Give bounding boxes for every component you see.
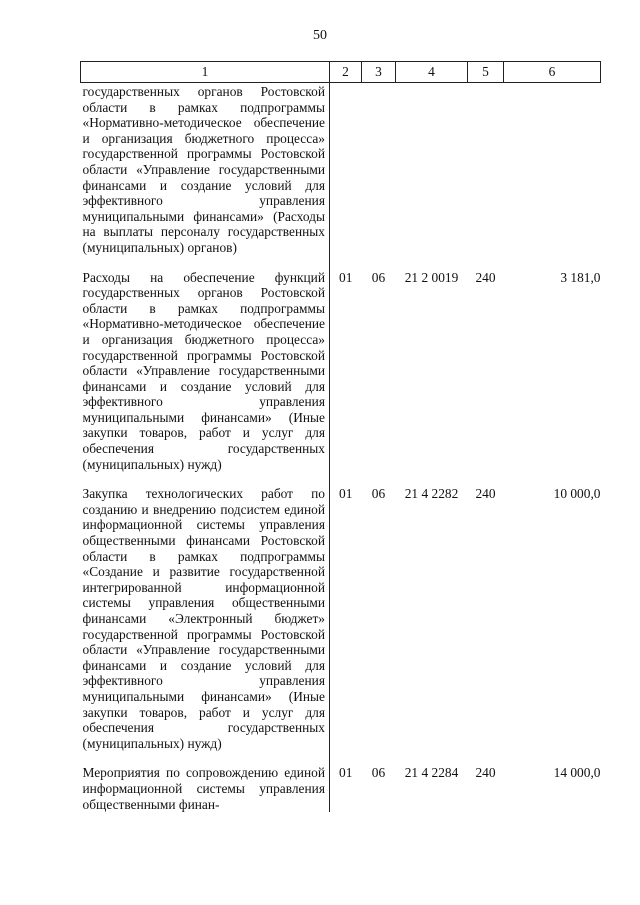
budget-table [80, 61, 601, 812]
header-col-5: 5 [468, 62, 504, 83]
subsection-code: 06 [371, 486, 386, 502]
page-number: 50 [313, 28, 327, 43]
expense-name: Закупка технологических работ по созданию и внедрению подсистем единой информационной системы управления общественными финансами Ростовской области в рамках подпрограммы «Создание и развитие государственной интегрированной информационной системы управления общественными финансами «Электронный бюджет» государственной программы Ростовской области «Управление государственными финансами и создание условий для эффективного управления муниципальными финансами» (Иные закупки товаров, работ и услуг для обеспечения государственных (муниципальных) нужд) [82, 486, 325, 751]
section-code: 01 [339, 765, 353, 781]
row-gap [81, 472, 601, 486]
subsection-code: 06 [371, 765, 386, 781]
section-code: 01 [339, 269, 353, 285]
amount: 3 181,0 [560, 269, 601, 285]
expense-type-code: 240 [475, 486, 496, 502]
header-row [81, 62, 601, 83]
table-row [81, 83, 601, 256]
row-gap [81, 751, 601, 765]
header-col-4: 4 [396, 62, 468, 83]
target-article-code: 21 2 0019 [404, 269, 459, 285]
subsection-code [362, 83, 396, 256]
amount: 10 000,0 [553, 486, 601, 502]
header-col-1: 1 [81, 62, 330, 83]
expense-name-cell [81, 486, 330, 751]
expense-name-cell [81, 270, 330, 473]
expense-type-code: 240 [475, 765, 496, 781]
table-body [81, 83, 601, 813]
expense-name: Расходы на обеспечение функций государственных органов Ростовской области в рамках подпрограммы «Нормативно-методическое обеспечение и организация бюджетного процесса» государственной программы Ростовской области «Управление государственными финансами и создание условий для эффективного управления муниципальными финансами» (Иные закупки товаров, работ и услуг для обеспечения государственных (муниципальных) нужд) [82, 269, 325, 472]
expense-name-cell [81, 765, 330, 812]
header-col-2: 2 [330, 62, 362, 83]
header-col-3: 3 [362, 62, 396, 83]
target-article-code [396, 83, 468, 256]
header-col-6: 6 [504, 62, 601, 83]
table-row [81, 765, 601, 812]
amount [504, 83, 601, 256]
expense-name-cell [81, 83, 330, 256]
section-code: 01 [339, 486, 353, 502]
expense-name: Мероприятия по сопровождению единой информационной системы управления общественными финан- [82, 765, 325, 812]
table-row [81, 270, 601, 473]
subsection-code: 06 [371, 269, 386, 285]
expense-name: государственных органов Ростовской области в рамках подпрограммы «Нормативно-методическое обеспечение и организация бюджетного процесса» государственной программы Ростовской области «Управление государственными финансами и создание условий для эффективного управления муниципальными финансами» (Расходы на выплаты персоналу государственных (муниципальных) органов) [82, 84, 325, 255]
table-header [81, 62, 601, 83]
expense-type-code [468, 83, 504, 256]
table-row [81, 486, 601, 751]
expense-type-code: 240 [475, 269, 496, 285]
section-code [330, 83, 362, 256]
row-gap [81, 256, 601, 270]
target-article-code: 21 4 2282 [404, 486, 459, 502]
target-article-code: 21 4 2284 [404, 765, 459, 781]
amount: 14 000,0 [553, 765, 601, 781]
